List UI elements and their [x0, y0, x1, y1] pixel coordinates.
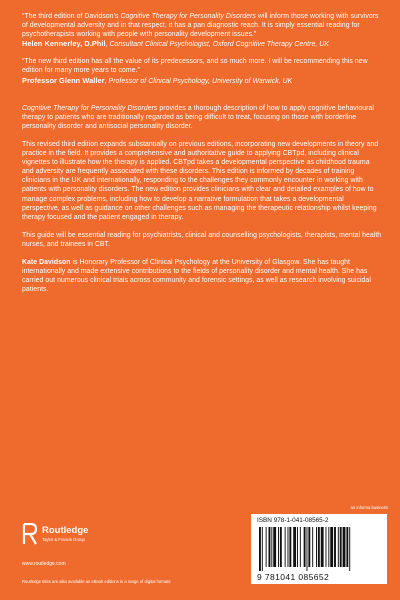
quote-text: [22, 57, 382, 75]
quote-text: [22, 12, 382, 39]
barcode-bar: [300, 527, 301, 567]
barcode-bar: [346, 527, 348, 567]
author-bio-text: is Honorary Professor of Clinical Psychology at the University of Glasgow. She has taught internationally and made extensive contributions to the fields of personality disorder and mental health. She has carried out numerous clinical trials across community and forensic settings, as well as research involving suicidal patients.: [22, 258, 371, 294]
barcode-bar: [343, 527, 346, 567]
publisher-logo: [22, 523, 172, 553]
barcode-bar: [297, 527, 298, 567]
barcode-bar: [340, 527, 342, 567]
quote-attribution: Helen Kennerley, D.Phil, Consultant Clinical Psychologist, Oxford Cognitive Therapy Centre, UK: [22, 39, 329, 49]
barcode-bar: [326, 527, 327, 567]
review-quote-1: [22, 12, 382, 49]
cover-text-column: [22, 12, 382, 303]
reviewer-role: Professor of Clinical Psychology, University of Warwick, UK: [108, 77, 293, 85]
intro-paragraph: [22, 104, 382, 131]
reviewer-name: Professor Glenn Waller: [22, 75, 105, 85]
barcode-bar: [328, 527, 329, 567]
barcode-bar: [338, 527, 339, 567]
barcode-bar: [271, 527, 272, 567]
quote-text-start: “The third edition of Davidson’s: [22, 13, 121, 20]
author-bio: [22, 258, 382, 294]
author-name: Kate Davidson: [22, 258, 71, 266]
barcode-bar: [308, 527, 310, 567]
barcode-bar: [259, 527, 261, 571]
barcode-bar: [334, 527, 336, 567]
barcode-bar: [273, 527, 276, 567]
barcode-bar: [262, 527, 263, 571]
publisher-url[interactable]: www.routledge.com: [22, 561, 66, 567]
barcode-bar: [316, 527, 317, 567]
quote-text-start: “The new third edition has all the value of its predecessors, and so much more. I will be recommending this new edition for many more years to come.”: [22, 58, 368, 75]
barcode-bar: [269, 527, 271, 567]
reviewer-name: Helen Kennerley, D.Phil: [22, 39, 106, 49]
barcode-bar: [349, 527, 350, 571]
spacer: [22, 94, 382, 104]
publisher-group: Taylor & Francis Group: [42, 537, 85, 542]
description-paragraph: This revised third edition expands substantially on previous editions, incorporating new developments in theory and practice in the field. It provides a comprehensive and authoritative guide to applying CBTpd, including clinical vignettes to illustrate how the therapy is applied. CBTpd takes a developmental perspective as childhood trauma and adversity are frequently associated with these disorders. This edition is informed by decades of training clinicians in the UK and internationally, responding to the challenges they commonly encounter in working with patients with personality disorders. The new edition provides clinicians with clear and detailed examples of how to manage complex problems, including how to develop a narrative formulation that takes a developmental perspective, as well as guidance on other challenges such as managing the therapeutic relationship whilst keeping therapy focused and the patient engaged in therapy.: [22, 140, 379, 221]
barcode-bar: [288, 527, 289, 567]
quote-text-end: will inform those working with survivors of developmental adversity and in that respect, it has a pan diagnostic reach. It is simply essential reading for psychotherapists working with people with personality development issues.”: [22, 13, 379, 39]
barcode-bar: [289, 527, 291, 567]
intro-book-title: Cognitive Therapy for Personality Disorders: [22, 104, 158, 112]
quote-attribution: Professor Glenn Waller, Professor of Clinical Psychology, University of Warwick, UK: [22, 75, 293, 85]
barcode-bar: [266, 527, 267, 567]
isbn-label: ISBN 978-1-041-08565-2: [257, 517, 329, 524]
barcode-graphic: [257, 527, 381, 571]
barcode-number: 9 781041 085652: [257, 572, 330, 582]
quote-book-title: Cognitive Therapy for Personality Disorders: [120, 13, 256, 20]
barcode-bar: [293, 527, 296, 567]
barcode-bar: [312, 527, 313, 567]
ebook-note: Routledge titles are also available as eBook editions in a range of digital formats: [22, 579, 171, 584]
barcode-panel: [251, 514, 387, 584]
audience-paragraph: This guide will be essential reading for psychiatrists, clinical and counselling psychologists, therapists, mental health nurses, and trainees in CBT.: [22, 231, 382, 248]
barcode-bar: [285, 527, 286, 567]
intro-text: provides a thorough description of how to apply cognitive behavioural therapy to patients who are traditionally regarded as being difficult to treat, focusing on those with borderline personality disorder and antisocial personality disorder.: [22, 104, 374, 130]
barcode-bar: [330, 527, 333, 567]
review-quote-2: [22, 57, 382, 85]
informa-tagline: an informa business: [350, 505, 388, 510]
barcode-bar: [321, 527, 324, 567]
barcode-bar: [307, 527, 308, 571]
barcode-bar: [280, 527, 282, 567]
routledge-logo-icon: [22, 523, 38, 545]
reviewer-role: Consultant Clinical Psychologist, Oxford Cognitive Therapy Centre, UK: [109, 41, 329, 49]
publisher-name: Routledge: [42, 525, 89, 536]
barcode-bar: [304, 527, 306, 567]
barcode-bar: [278, 527, 279, 567]
barcode-bar: [318, 527, 320, 567]
